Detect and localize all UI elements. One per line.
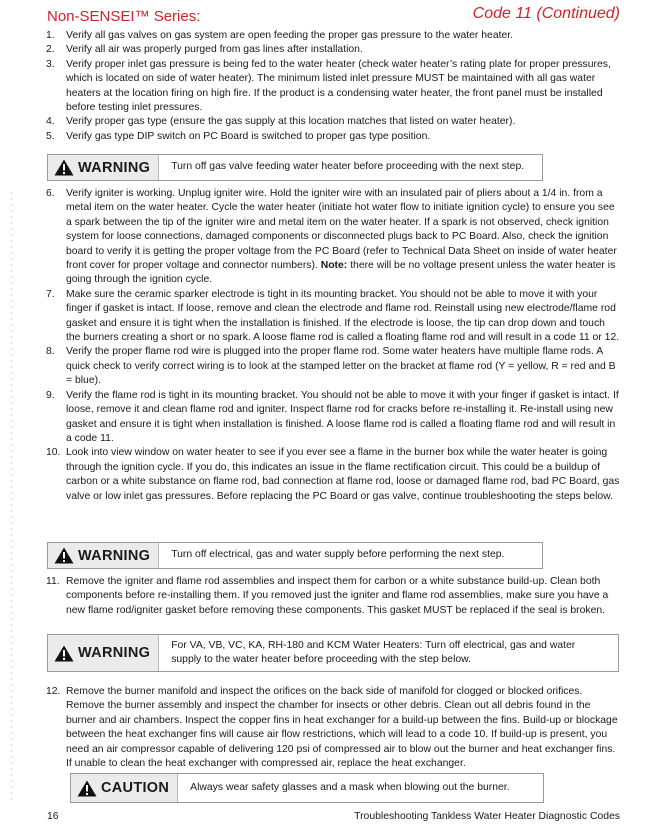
step-text: Verify all gas valves on gas system are open feeding the proper gas pressure to the water heater.	[66, 30, 514, 41]
warning-triangle-icon	[54, 159, 74, 176]
warning-badge	[48, 543, 159, 568]
step-item	[0, 345, 662, 388]
page-number: 16	[47, 811, 59, 822]
caution-box	[70, 773, 544, 803]
step-number: 8.	[46, 346, 55, 358]
footer-document-title: Troubleshooting Tankless Water Heater Diagnostic Codes	[354, 811, 620, 822]
step-text: Remove the burner manifold and inspect the orifices on the back side of manifold for clogged or blocked orifices. Remove the burner assembly and inspect the chamber for insects or other debris. Clean out all debris found in the burner and air chambers. Inspect the copper fins in heat exchanger for a build-up between the fins. Build-up or blockage between the heat exchanger fins will cause air flow restrictions, which will lead to a code 10. If build-up is present, you need an air compressor capable of delivering 120 psi of compressed air to blow out the burner and heat exchanger fins. If unable to clean the heat exchanger with compressed air, replace the heat exchanger.	[66, 686, 618, 770]
step-text: Remove the igniter and flame rod assemblies and inspect them for carbon or a white substance build-up. Clean both components before re-installing them. If you removed just the igniter and flame rod assemblies, make sure you have a new flame rod/igniter gasket before removing these components. This gasket MUST be replaced if the seal is broken.	[66, 576, 609, 616]
step-text: Verify the proper flame rod wire is plugged into the proper flame rod. Some water heaters have multiple flame rods. A quick check to verify correct wiring is to look at the stamped letter on the bracket at flame rod (Y = yellow, R = red and B = blue).	[66, 346, 616, 387]
step-item	[0, 29, 662, 43]
warning-label: WARNING	[78, 159, 151, 176]
step-number: 12.	[46, 686, 61, 697]
step-number: 3.	[46, 58, 55, 70]
warning-triangle-icon	[77, 780, 97, 797]
step-number: 10.	[46, 447, 61, 459]
step-item	[0, 130, 662, 144]
step-item	[0, 575, 662, 618]
step-number: 9.	[46, 389, 55, 401]
steps-list-1	[0, 29, 662, 144]
warning-triangle-icon	[54, 547, 74, 564]
step-text: Verify gas type DIP switch on PC Board is switched to proper gas type position.	[66, 130, 431, 142]
warning-message: For VA, VB, VC, KA, RH-180 and KCM Water Heaters: Turn off electrical, gas and water supply to the water heater before proceeding with the step below.	[171, 639, 576, 665]
step-text: Verify igniter is working. Unplug igniter wire. Hold the igniter wire with an insulated pair of pliers about a 1/4 in. from a metal item on the water heater. Cycle the water heater (initiate hot water flow to initiate ignition cycle) to ensure you see a spark between the tip of the igniter wire and metal item on the water heater. If a spark is not observed, check ignition system for loose connections, damaged components or disconnected plugs back to PC Board. Also, check the ignition board to verify it is getting the proper voltage from the PC Board (refer to Technical Data Sheet on inside of water heater front cover for proper voltage and connector numbers).	[66, 188, 617, 272]
step-number: 5.	[46, 130, 55, 142]
steps-list-4	[0, 685, 662, 771]
step-text: Make sure the ceramic sparker electrode is tight in its mounting bracket. You should not be able to move it with your finger if gasket is intact. If loose, remove and clean the electrode and flame rod. Reinstall using new electrode/flame rod gasket and ensure it is tight when the installation is finished. If the electrode is loose, the tip can drop down and touch the burners creating a short or no spark. A loose flame rod is called a floating flame rod and will result in a code 11 or 12.	[66, 288, 620, 344]
step-number: 11.	[46, 576, 60, 587]
warning-box-3	[47, 634, 619, 672]
step-item	[0, 446, 662, 504]
step-item	[0, 115, 662, 129]
caution-badge	[71, 774, 178, 802]
step-item	[0, 389, 662, 447]
section-heading: Non-SENSEI™ Series:	[47, 8, 201, 25]
step-text: Verify the flame rod is tight in its mounting bracket. You should not be able to move it with your finger if gasket is intact. If loose, remove it and clean flame rod and igniter. Inspect flame rod for cracks before re-installing it. Re-install using new gasket and ensure it is tight when installation is finished. A loose flame rod is called a floating flame rod and will result in a code 11.	[66, 389, 619, 444]
caution-label: CAUTION	[101, 780, 170, 796]
warning-triangle-icon	[54, 645, 74, 662]
warning-label: WARNING	[78, 645, 151, 661]
step-number: 6.	[46, 188, 55, 199]
step-text: Look into view window on water heater to see if you ever see a flame in the burner box while the water heater is going through the ignition cycle. If you do, this indicates an issue in the flame rectification circuit. This could be a buildup of carbon or a white substance on flame rod, bad connection at flame rod, loose or damaged flame rod, bad PC Board, gas valve or low inlet gas pressures. Before replacing the PC Board or gas valve, continue troubleshooting the steps below.	[66, 447, 620, 502]
step-item	[0, 58, 662, 116]
step-number: 2.	[46, 44, 55, 56]
warning-box-1	[47, 154, 543, 181]
warning-label: WARNING	[78, 547, 151, 564]
step-item	[0, 685, 662, 771]
caution-message: Always wear safety glasses and a mask when blowing out the burner.	[190, 781, 510, 793]
steps-list-3	[0, 575, 662, 618]
warning-message: Turn off gas valve feeding water heater before proceeding with the next step.	[171, 161, 525, 173]
warning-badge	[48, 635, 159, 671]
step-note-label: Note:	[320, 260, 348, 272]
code-title: Code 11 (Continued)	[472, 5, 620, 22]
step-text: Verify all air was properly purged from gas lines after installation.	[66, 44, 363, 56]
warning-badge	[48, 155, 159, 180]
step-text: Verify proper gas type (ensure the gas supply at this location matches that listed on water heater).	[66, 116, 516, 128]
step-number: 1.	[46, 30, 55, 41]
step-item	[0, 288, 662, 346]
step-note-text: there will be no voltage present unless the water heater is going through the ignition cycle.	[66, 260, 616, 286]
step-text: Verify proper inlet gas pressure is being fed to the water heater (check water heater’s rating plate for proper pressures, which is located on side of water heater). The minimum listed inlet pressure MUST be maintained with all gas water heaters at the location firing on high fire. If the product is a condensing water heater, the front panel must be installed before testing inlet pressures.	[66, 58, 611, 114]
steps-list-2	[0, 187, 662, 504]
warning-box-2	[47, 542, 543, 569]
step-number: 7.	[46, 288, 55, 300]
step-item	[0, 187, 662, 288]
warning-message: Turn off electrical, gas and water supply before performing the next step.	[171, 549, 505, 561]
step-number: 4.	[46, 116, 55, 128]
step-item	[0, 43, 662, 57]
